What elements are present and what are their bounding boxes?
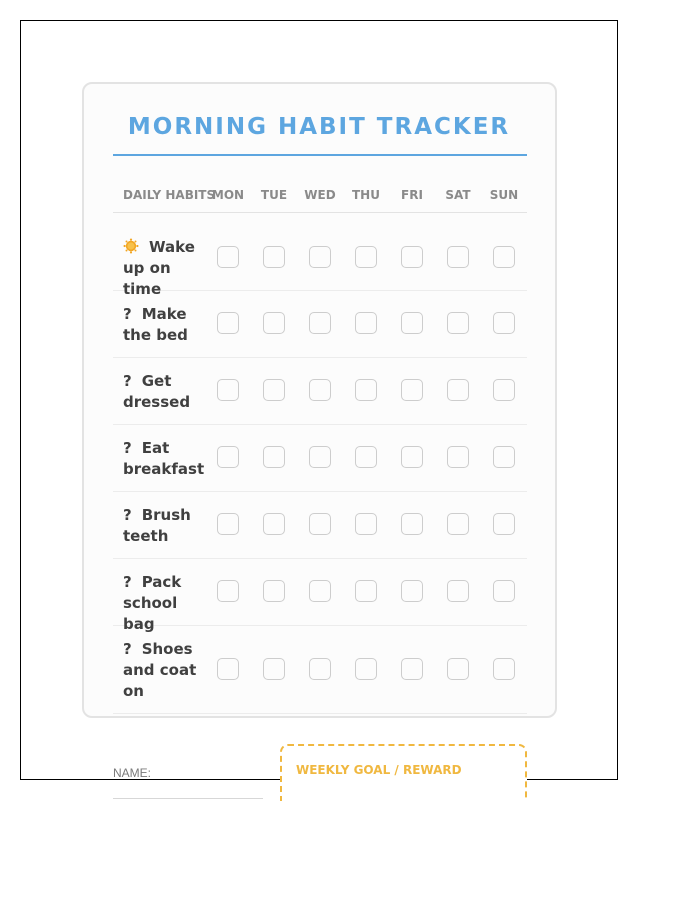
page-title: MORNING HABIT TRACKER — [127, 114, 511, 140]
checkbox-brush-teeth-sat[interactable] — [447, 513, 469, 535]
checkbox-wake-up-thu[interactable] — [355, 246, 377, 268]
day-header-fri: FRI — [401, 188, 423, 202]
question-mark-icon: ? — [123, 372, 132, 390]
habit-row-make-bed — [113, 291, 527, 358]
checkbox-shoes-coat-fri[interactable] — [401, 658, 423, 680]
sun-icon — [123, 237, 139, 258]
checkbox-shoes-coat-mon[interactable] — [217, 658, 239, 680]
habit-row-pack-bag — [113, 559, 527, 633]
day-header-wed: WED — [304, 188, 336, 202]
daily-habits-header: DAILY HABITS — [123, 188, 216, 202]
question-mark-icon: ? — [123, 640, 132, 658]
checkbox-eat-breakfast-thu[interactable] — [355, 446, 377, 468]
page-bottom-margin — [0, 801, 700, 900]
checkbox-get-dressed-thu[interactable] — [355, 379, 377, 401]
question-mark-icon: ? — [123, 305, 132, 323]
checkbox-make-bed-sun[interactable] — [493, 312, 515, 334]
checkbox-pack-bag-mon[interactable] — [217, 580, 239, 602]
habit-text-pack-bag: Pack school bag — [123, 573, 182, 633]
checkbox-wake-up-wed[interactable] — [309, 246, 331, 268]
checkbox-pack-bag-sat[interactable] — [447, 580, 469, 602]
checkbox-make-bed-tue[interactable] — [263, 312, 285, 334]
checkbox-brush-teeth-wed[interactable] — [309, 513, 331, 535]
habit-row-get-dressed — [113, 358, 527, 425]
checkbox-make-bed-thu[interactable] — [355, 312, 377, 334]
checkbox-shoes-coat-sun[interactable] — [493, 658, 515, 680]
habit-label-eat-breakfast — [123, 438, 213, 480]
habit-label-brush-teeth — [123, 505, 213, 547]
checkbox-get-dressed-wed[interactable] — [309, 379, 331, 401]
checkbox-wake-up-tue[interactable] — [263, 246, 285, 268]
checkbox-brush-teeth-fri[interactable] — [401, 513, 423, 535]
checkbox-pack-bag-wed[interactable] — [309, 580, 331, 602]
checkbox-get-dressed-sun[interactable] — [493, 379, 515, 401]
question-mark-icon: ? — [123, 506, 132, 524]
weekly-goal-label: WEEKLY GOAL / REWARD — [296, 763, 462, 777]
habit-label-get-dressed — [123, 371, 213, 413]
habit-label-shoes-coat — [123, 639, 213, 702]
checkbox-make-bed-wed[interactable] — [309, 312, 331, 334]
habit-text-get-dressed: Get dressed — [123, 372, 191, 411]
checkbox-make-bed-fri[interactable] — [401, 312, 423, 334]
habit-text-shoes-coat: Shoes and coat on — [123, 640, 197, 700]
day-header-thu: THU — [352, 188, 380, 202]
checkbox-pack-bag-sun[interactable] — [493, 580, 515, 602]
habit-label-make-bed — [123, 304, 213, 346]
habit-text-brush-teeth: Brush teeth — [123, 506, 191, 545]
checkbox-eat-breakfast-tue[interactable] — [263, 446, 285, 468]
checkbox-eat-breakfast-fri[interactable] — [401, 446, 423, 468]
name-input-line[interactable] — [113, 798, 263, 799]
checkbox-get-dressed-fri[interactable] — [401, 379, 423, 401]
checkbox-pack-bag-thu[interactable] — [355, 580, 377, 602]
checkbox-wake-up-fri[interactable] — [401, 246, 423, 268]
question-mark-icon: ? — [123, 439, 132, 457]
checkbox-shoes-coat-wed[interactable] — [309, 658, 331, 680]
title-underline — [113, 154, 527, 156]
checkbox-wake-up-mon[interactable] — [217, 246, 239, 268]
checkbox-shoes-coat-tue[interactable] — [263, 658, 285, 680]
checkbox-eat-breakfast-sun[interactable] — [493, 446, 515, 468]
checkbox-make-bed-mon[interactable] — [217, 312, 239, 334]
checkbox-pack-bag-fri[interactable] — [401, 580, 423, 602]
checkbox-eat-breakfast-wed[interactable] — [309, 446, 331, 468]
checkbox-make-bed-sat[interactable] — [447, 312, 469, 334]
checkbox-get-dressed-sat[interactable] — [447, 379, 469, 401]
checkbox-brush-teeth-thu[interactable] — [355, 513, 377, 535]
checkbox-shoes-coat-sat[interactable] — [447, 658, 469, 680]
habit-row-wake-up — [113, 213, 527, 298]
day-header-sun: SUN — [489, 188, 519, 202]
checkbox-brush-teeth-mon[interactable] — [217, 513, 239, 535]
day-header-mon: MON — [211, 188, 245, 202]
checkbox-wake-up-sun[interactable] — [493, 246, 515, 268]
habit-text-eat-breakfast: Eat breakfast — [123, 439, 205, 478]
checkbox-get-dressed-tue[interactable] — [263, 379, 285, 401]
checkbox-shoes-coat-thu[interactable] — [355, 658, 377, 680]
day-header-sat: SAT — [445, 188, 471, 202]
habit-text-wake-up: Wake up on time — [123, 238, 195, 298]
checkbox-eat-breakfast-sat[interactable] — [447, 446, 469, 468]
habit-text-make-bed: Make the bed — [123, 305, 188, 344]
day-header-tue: TUE — [260, 188, 288, 202]
checkbox-get-dressed-mon[interactable] — [217, 379, 239, 401]
checkbox-pack-bag-tue[interactable] — [263, 580, 285, 602]
checkbox-eat-breakfast-mon[interactable] — [217, 446, 239, 468]
checkbox-brush-teeth-sun[interactable] — [493, 513, 515, 535]
habit-row-brush-teeth — [113, 492, 527, 559]
checkbox-brush-teeth-tue[interactable] — [263, 513, 285, 535]
name-label: NAME: — [113, 766, 152, 780]
question-mark-icon: ? — [123, 573, 132, 591]
habit-row-shoes-coat — [113, 626, 527, 714]
habit-row-eat-breakfast — [113, 425, 527, 492]
checkbox-wake-up-sat[interactable] — [447, 246, 469, 268]
